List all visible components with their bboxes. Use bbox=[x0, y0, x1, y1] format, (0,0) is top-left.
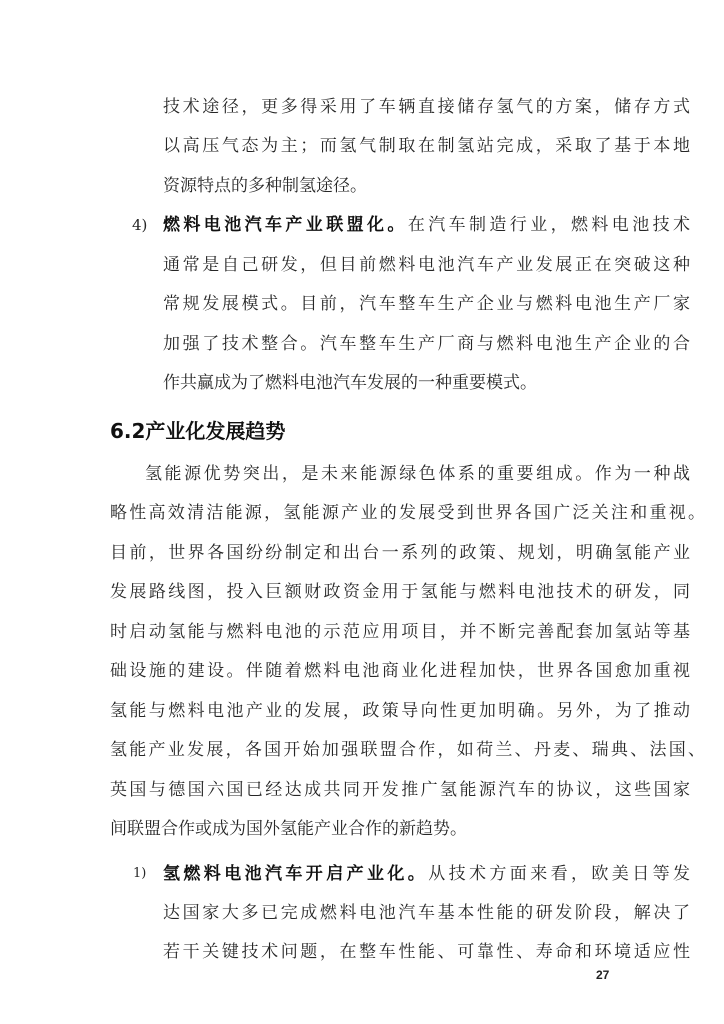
text-line: 间联盟合作或成为国外氢能产业合作的新趋势。 bbox=[110, 819, 467, 839]
list-item-first-line bbox=[163, 863, 690, 885]
text-line: 础设施的建设。伴随着燃料电池商业化进程加快，世界各国愈加重视 bbox=[110, 661, 690, 681]
text-line: 氢能产业发展，各国开始加强联盟合作，如荷兰、丹麦、瑞典、法国、 bbox=[110, 740, 705, 760]
text-line: 加强了技术整合。汽车整车生产厂商与燃料电池生产企业的合 bbox=[163, 334, 690, 354]
text-line: 氢能与燃料电池产业的发展，政策导向性更加明确。另外，为了推动 bbox=[110, 701, 690, 721]
text-line: 技术途径，更多得采用了车辆直接储存氢气的方案，储存方式 bbox=[163, 97, 690, 117]
list-item-text: 从技术方面来看，欧美日等发 bbox=[428, 864, 690, 884]
section-heading: 6.2产业化发展趋势 bbox=[110, 419, 286, 443]
text-line: 常规发展模式。目前，汽车整车生产企业与燃料电池生产厂家 bbox=[163, 294, 690, 314]
list-item-title: 燃料电池汽车产业联盟化。 bbox=[163, 215, 408, 235]
text-line: 资源特点的多种制氢途径。 bbox=[163, 176, 367, 196]
text-line: 若干关键技术问题，在整车性能、可靠性、寿命和环境适应性 bbox=[163, 942, 690, 962]
text-line: 以高压气态为主；而氢气制取在制氢站完成，采取了基于本地 bbox=[163, 136, 690, 156]
list-number: 1) bbox=[133, 866, 147, 881]
text-line: 发展路线图，投入巨额财政资金用于氢能与燃料电池技术的研发，同 bbox=[110, 582, 690, 602]
text-line: 氢能源优势突出，是未来能源绿色体系的重要组成。作为一种战 bbox=[145, 464, 690, 484]
list-item-text: 在汽车制造行业，燃料电池技术 bbox=[407, 215, 690, 235]
text-line: 略性高效清洁能源，氢能源产业的发展受到世界各国广泛关注和重视。 bbox=[110, 503, 705, 523]
text-line: 目前，世界各国纷纷制定和出台一系列的政策、规划，明确氢能产业 bbox=[110, 543, 690, 563]
list-item-first-line bbox=[163, 214, 690, 236]
text-line: 达国家大多已完成燃料电池汽车基本性能的研发阶段，解决了 bbox=[163, 903, 690, 923]
text-line: 通常是自己研发，但目前燃料电池汽车产业发展正在突破这种 bbox=[163, 255, 690, 275]
list-number: 4) bbox=[132, 216, 148, 234]
list-item-title: 氢燃料电池汽车开启产业化。 bbox=[163, 864, 429, 884]
text-line: 英国与德国六国已经达成共同开发推广氢能源汽车的协议，这些国家 bbox=[110, 780, 690, 800]
page-number: 27 bbox=[596, 968, 610, 982]
text-line: 作共赢成为了燃料电池汽车发展的一种重要模式。 bbox=[163, 373, 537, 393]
text-line: 时启动氢能与燃料电池的示范应用项目，并不断完善配套加氢站等基 bbox=[110, 622, 690, 642]
